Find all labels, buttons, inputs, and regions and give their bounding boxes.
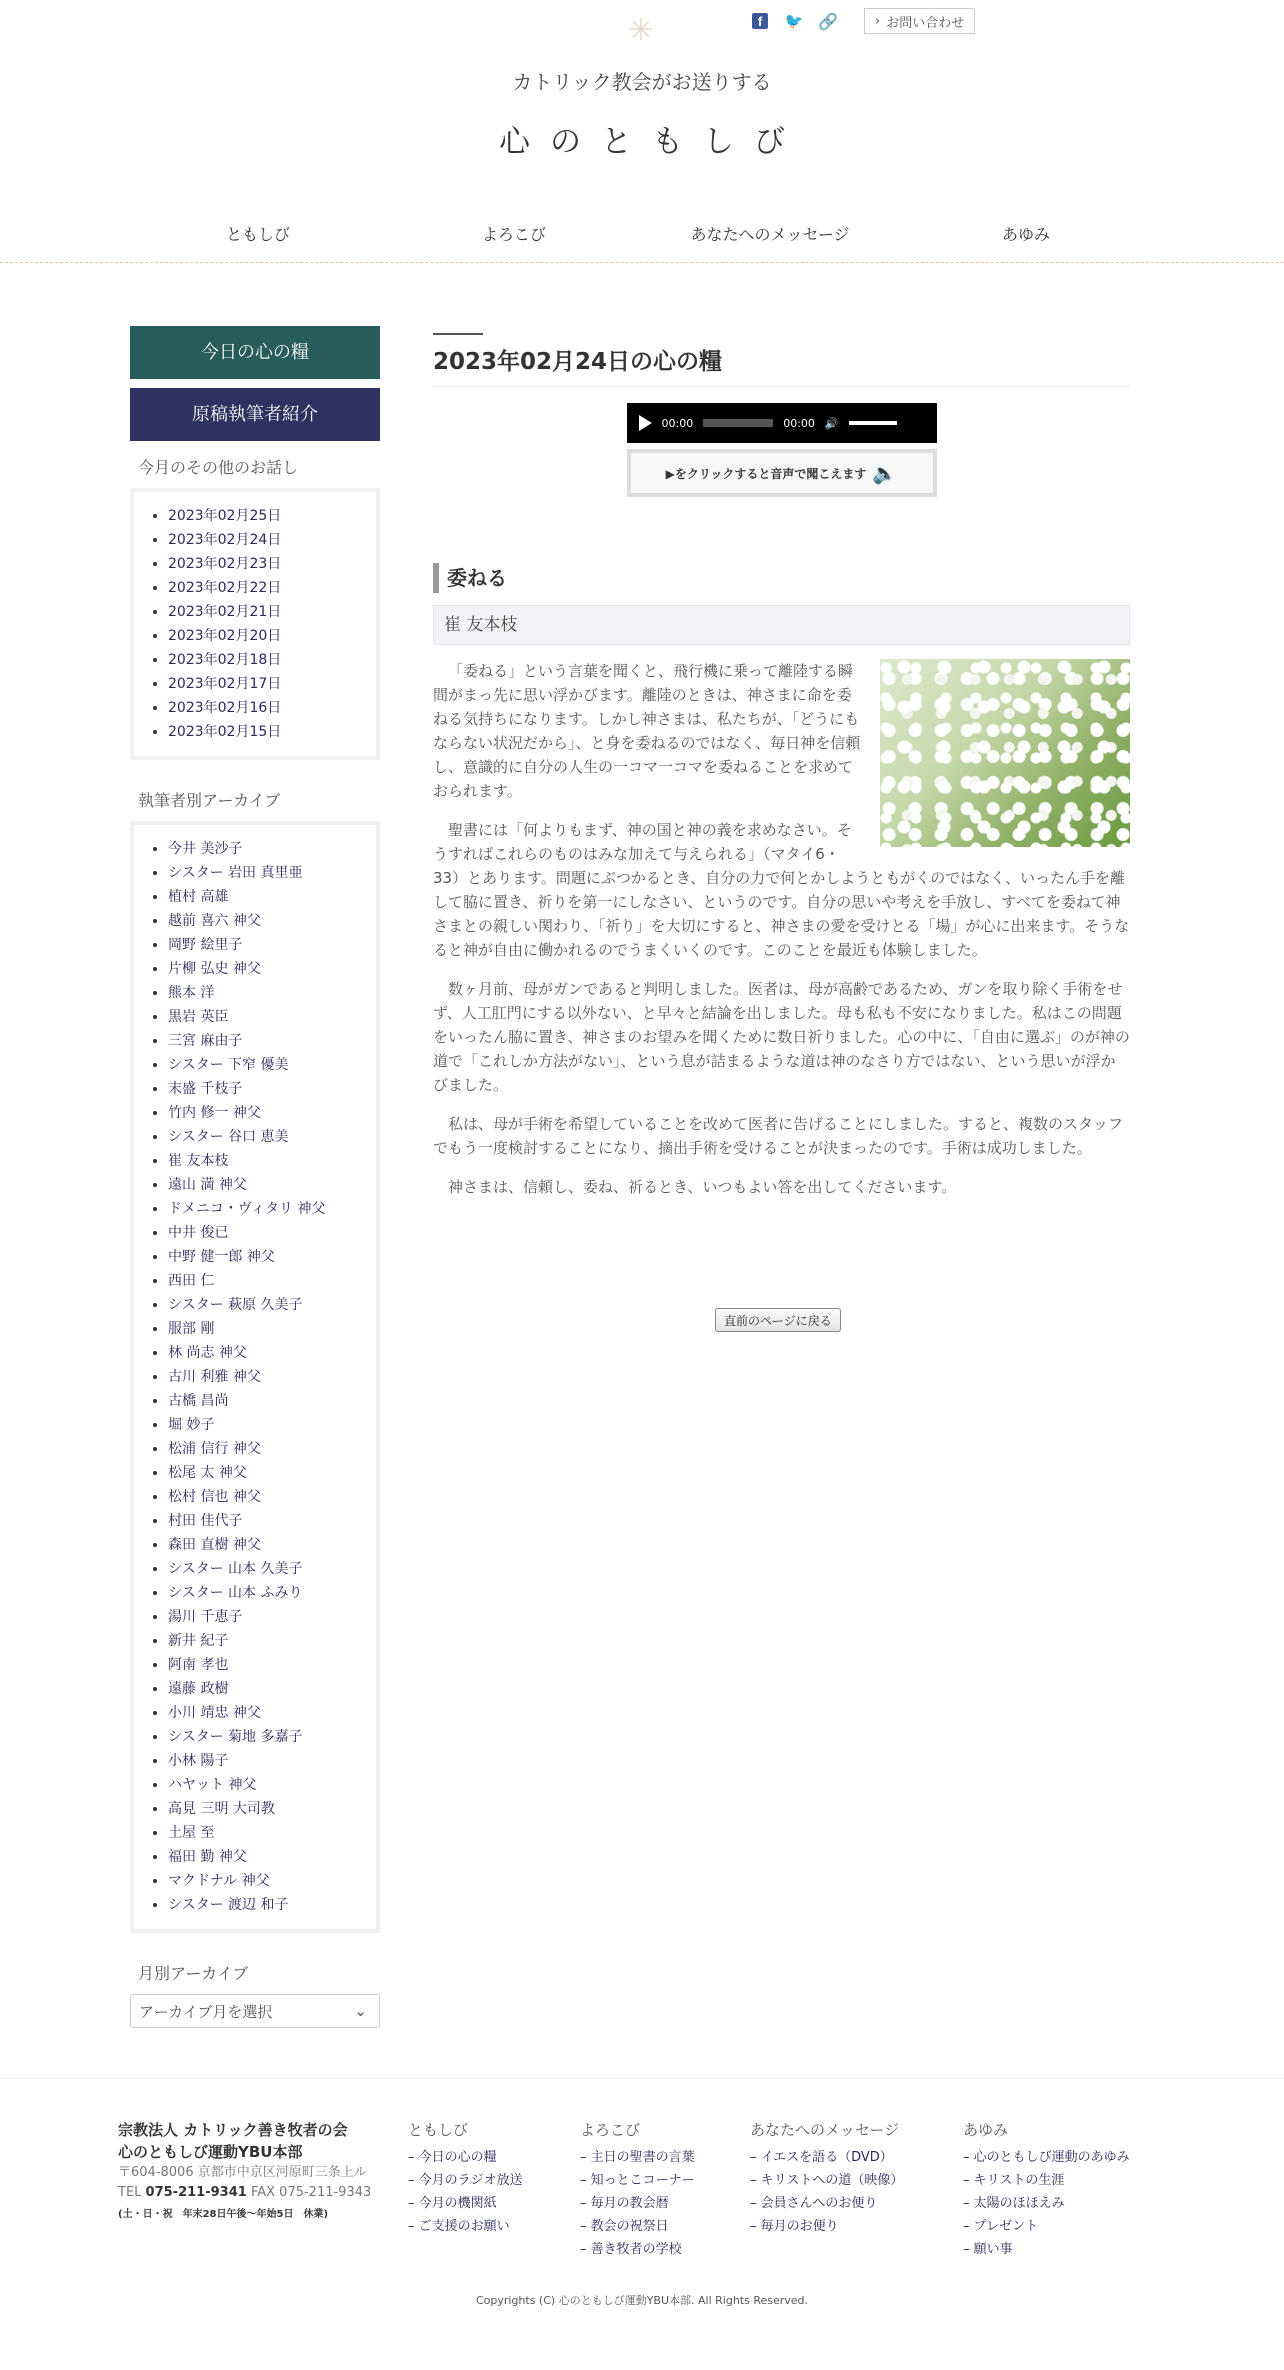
dash-icon: –: [408, 2196, 419, 2211]
dash-icon: –: [580, 2173, 591, 2188]
footer-link-label: 今月の機関紙: [418, 2196, 497, 2211]
list-link[interactable]: 堀 妙子: [168, 1417, 215, 1433]
org-phone: [118, 2183, 388, 2203]
list-item: [168, 1437, 366, 1461]
footer-link[interactable]: [963, 2146, 1130, 2169]
volume-icon[interactable]: 🔊: [824, 416, 839, 430]
list-item: [168, 552, 366, 576]
footer-column-heading[interactable]: あなたへのメッセージ: [750, 2121, 900, 2139]
dash-icon: –: [408, 2173, 419, 2188]
footer-link-label: 主日の聖書の言葉: [590, 2150, 695, 2165]
footer-link-label: 願い事: [973, 2242, 1013, 2257]
site-title[interactable]: 心のともしび: [499, 124, 805, 160]
list-item: [168, 885, 366, 909]
list-item: [168, 648, 366, 672]
dash-icon: –: [963, 2196, 974, 2211]
list-item: [168, 1413, 366, 1437]
author-list: [130, 821, 380, 1933]
footer-link[interactable]: [750, 2192, 903, 2215]
list-item: [168, 600, 366, 624]
contact-label: お問い合わせ: [886, 15, 965, 31]
footer-link[interactable]: [408, 2169, 523, 2192]
author-name: 崔 友本枝: [433, 605, 1130, 645]
footer-column: [580, 2119, 695, 2261]
volume-slider[interactable]: [849, 421, 897, 425]
list-item: [168, 1749, 366, 1773]
list-item: [168, 933, 366, 957]
archive-heading: 月別アーカイブ: [138, 1964, 249, 1983]
footer-link-label: 善き牧者の学校: [590, 2242, 682, 2257]
authors-button[interactable]: 原稿執筆者紹介: [130, 388, 380, 441]
dash-icon: –: [750, 2150, 761, 2165]
dash-icon: –: [750, 2196, 761, 2211]
speaker-icon: 🔈: [872, 461, 898, 485]
footer-link[interactable]: [408, 2215, 523, 2238]
list-item: [168, 1125, 366, 1149]
list-item: [168, 1029, 366, 1053]
nav-item-ayumi[interactable]: あゆみ: [1001, 225, 1050, 244]
list-item: [168, 1797, 366, 1821]
list-item: [168, 1053, 366, 1077]
list-link[interactable]: 阿南 孝也: [168, 1657, 229, 1673]
list-item: [168, 861, 366, 885]
list-link[interactable]: 三宮 麻由子: [168, 1033, 243, 1049]
list-link[interactable]: シスター 岩田 真里亜: [168, 865, 303, 881]
nav-divider: [0, 262, 1284, 263]
month-list: [130, 488, 380, 760]
nav-item-message[interactable]: あなたへのメッセージ: [690, 225, 850, 244]
list-link[interactable]: 服部 剛: [168, 1321, 215, 1337]
author-heading: 執筆者別アーカイブ: [138, 791, 281, 810]
footer-link[interactable]: [750, 2146, 903, 2169]
list-item: [168, 1197, 366, 1221]
list-link[interactable]: 西田 仁: [168, 1273, 215, 1289]
contact-button[interactable]: [864, 8, 975, 34]
global-nav: [130, 222, 1154, 245]
list-link[interactable]: 2023年02月22日: [168, 580, 282, 596]
section-title: 委ねる: [433, 563, 1130, 593]
archive-select[interactable]: [130, 1994, 380, 2028]
footer-link[interactable]: [580, 2146, 695, 2169]
dash-icon: –: [408, 2150, 419, 2165]
audio-hint: [627, 449, 937, 497]
list-item: [168, 1509, 366, 1533]
footer-column: [750, 2119, 903, 2238]
footer-link-label: 毎月のお便り: [760, 2219, 839, 2234]
footer-link-label: 太陽のほほえみ: [973, 2196, 1065, 2211]
list-link[interactable]: 遠山 満 神父: [168, 1177, 247, 1193]
list-link[interactable]: シスター 下窄 優美: [168, 1057, 289, 1073]
dash-icon: –: [963, 2242, 974, 2257]
site-subtitle: カトリック教会がお送りする: [512, 70, 772, 94]
list-item: [168, 624, 366, 648]
list-link[interactable]: 遠藤 政樹: [168, 1681, 229, 1697]
list-link[interactable]: 松尾 太 神父: [168, 1465, 247, 1481]
footer-link[interactable]: [580, 2215, 695, 2238]
dash-icon: –: [963, 2150, 974, 2165]
list-item: [168, 837, 366, 861]
list-link[interactable]: シスター 谷口 恵美: [168, 1129, 289, 1145]
list-item: [168, 1773, 366, 1797]
list-link[interactable]: 福田 勤 神父: [168, 1849, 247, 1865]
list-item: [168, 1173, 366, 1197]
list-link[interactable]: 森田 直樹 神父: [168, 1537, 261, 1553]
list-link[interactable]: 今井 美沙子: [168, 841, 243, 857]
dash-icon: –: [580, 2150, 591, 2165]
nav-item-yorokobi[interactable]: よろこび: [481, 225, 546, 244]
archive-select-value: アーカイブ月を選択: [139, 2002, 273, 2021]
copyright: Copyrights (C) 心のともしび運動YBU本部. All Rights Reserved.: [475, 2294, 809, 2307]
list-link[interactable]: 竹内 修一 神父: [168, 1105, 261, 1121]
list-link[interactable]: 中野 健一郎 神父: [168, 1249, 275, 1265]
dash-icon: –: [580, 2242, 591, 2257]
list-link[interactable]: 2023年02月24日: [168, 532, 282, 548]
business-hours: (土・日・祝 年末28日午後〜年始5日 休業): [118, 2209, 329, 2220]
list-link[interactable]: 2023年02月23日: [168, 556, 282, 572]
list-link[interactable]: 岡野 絵里子: [168, 937, 243, 953]
footer-link[interactable]: [408, 2146, 523, 2169]
list-item: [168, 1677, 366, 1701]
twitter-icon[interactable]: 🐦: [784, 12, 804, 30]
org-info: [118, 2119, 388, 2220]
list-link[interactable]: 2023年02月21日: [168, 604, 282, 620]
list-item: [168, 1845, 366, 1869]
footer-link-label: 今日の心の糧: [418, 2150, 497, 2165]
footer-link[interactable]: [408, 2192, 523, 2215]
footer-link-label: キリストへの道（映像）: [760, 2173, 904, 2188]
footer-link[interactable]: [750, 2169, 903, 2192]
footer-link-label: ご支援のお願い: [418, 2219, 510, 2234]
chevron-right-icon: ›: [875, 13, 881, 29]
list-item: [168, 1821, 366, 1845]
today-button[interactable]: 今日の心の糧: [130, 326, 380, 379]
list-link[interactable]: 崔 友本枝: [168, 1153, 229, 1169]
audio-hint-text: ▶をクリックすると音声で聞こえます: [665, 466, 867, 481]
list-link[interactable]: 植村 高雄: [168, 889, 229, 905]
footer-link-label: 知っとこコーナー: [590, 2173, 695, 2188]
list-link[interactable]: 2023年02月17日: [168, 676, 282, 692]
list-link[interactable]: 新井 紀子: [168, 1633, 229, 1649]
play-icon[interactable]: [639, 415, 652, 431]
footer: [0, 2078, 1284, 2370]
list-link[interactable]: 松浦 信行 神父: [168, 1441, 261, 1457]
list-item: [168, 1389, 366, 1413]
footer-link[interactable]: [963, 2215, 1130, 2238]
org-name: 宗教法人 カトリック善き牧者の会: [118, 2121, 348, 2139]
list-item: [168, 1269, 366, 1293]
footer-link-label: キリストの生涯: [973, 2173, 1065, 2188]
list-link[interactable]: 村田 佳代子: [168, 1513, 243, 1529]
list-item: [168, 1485, 366, 1509]
list-link[interactable]: ハヤット 神父: [168, 1777, 257, 1793]
list-link[interactable]: ドメニコ・ヴィタリ 神父: [168, 1201, 326, 1217]
facebook-icon[interactable]: f: [752, 13, 768, 29]
list-link[interactable]: 2023年02月18日: [168, 652, 282, 668]
list-item: [168, 1317, 366, 1341]
list-item: [168, 1533, 366, 1557]
list-link[interactable]: 2023年02月25日: [168, 508, 282, 524]
list-link[interactable]: 末盛 千枝子: [168, 1081, 243, 1097]
footer-column-heading[interactable]: ともしび: [408, 2121, 469, 2139]
list-item: [168, 1221, 366, 1245]
list-item: [168, 1869, 366, 1893]
social-links: [752, 8, 975, 34]
footer-link-label: 毎月の教会暦: [590, 2196, 669, 2211]
dash-icon: –: [963, 2219, 974, 2234]
footer-link-label: 教会の祝祭日: [590, 2219, 669, 2234]
list-link[interactable]: 古橋 昌尚: [168, 1393, 229, 1409]
list-item: [168, 1293, 366, 1317]
dash-icon: –: [580, 2196, 591, 2211]
paragraph: 数ヶ月前、母がガンであると判明しました。医者は、母が高齢であるため、ガンを取り除く手術をせず、人工肛門にする以外ない、と早々と結論を出しました。母も私も不安になりました。私はこの問題をいったん脇に置き、神さまのお望みを聞くために数日祈りました。心の中に、「自由に選ぶ」のが神の道で「これしか方法がない」、という息が詰まるような道は神のなさり方ではない、という思いが浮かびました。: [433, 980, 1130, 1094]
footer-link-label: プレゼント: [973, 2219, 1039, 2234]
list-item: [168, 1365, 366, 1389]
list-item: [168, 1893, 366, 1917]
list-link[interactable]: 中井 俊已: [168, 1225, 229, 1241]
footer-column: [408, 2119, 523, 2238]
paragraph: 神さまは、信頼し、委ね、祈るとき、いつもよい答を出してくださいます。: [448, 1178, 957, 1196]
tel-label: TEL: [118, 2185, 142, 2200]
list-item: [168, 1341, 366, 1365]
tel-number[interactable]: 075-211-9341: [145, 2185, 247, 2200]
list-item: [168, 576, 366, 600]
list-item: [168, 1557, 366, 1581]
main-content: [433, 333, 1130, 1214]
dash-icon: –: [750, 2173, 761, 2188]
list-link[interactable]: 2023年02月20日: [168, 628, 282, 644]
list-item: [168, 981, 366, 1005]
article-body: [433, 659, 1130, 1199]
org-subname: 心のともしび運動YBU本部: [118, 2143, 303, 2161]
list-link[interactable]: 片柳 弘史 神父: [168, 961, 261, 977]
list-item: [168, 1101, 366, 1125]
list-item: [168, 1245, 366, 1269]
list-link[interactable]: 小川 靖忠 神父: [168, 1705, 261, 1721]
list-item: [168, 1653, 366, 1677]
current-time: 00:00: [661, 416, 694, 430]
footer-link[interactable]: [963, 2192, 1130, 2215]
sidebar: [130, 326, 380, 2028]
footer-link-label: 今月のラジオ放送: [418, 2173, 523, 2188]
list-link[interactable]: 黒岩 英臣: [168, 1009, 229, 1025]
list-item: [168, 1149, 366, 1173]
footer-link-label: 会員さんへのお便り: [760, 2196, 878, 2211]
list-item: [168, 528, 366, 552]
paragraph: 聖書には「何よりもまず、神の国と神の義を求めなさい。そうすればこれらのものはみな加えて与えられる」（マタイ6・33）とあります。問題にぶつかるとき、自分の力で何とかしようともがくのではなく、いったん手を離して脇に置き、祈りを第一にしなさい、というのです。自分の思いや考えを手放し、すべてを委ねて神さまとの親しい関わり、「祈り」を大切にすると、神さまの愛を受けとる「場」が心に出来ます。そうなると神が自由に働かれるのでうまくいくのです。このことを最近も体験しました。: [433, 821, 1130, 959]
footer-column-heading[interactable]: あゆみ: [963, 2121, 1009, 2139]
org-address: 〒604-8006 京都市中京区河原町三条上ル: [118, 2165, 367, 2180]
list-link[interactable]: 小林 陽子: [168, 1753, 229, 1769]
footer-link-label: 心のともしび運動のあゆみ: [973, 2150, 1130, 2165]
link-icon[interactable]: 🔗: [818, 11, 838, 31]
list-link[interactable]: 2023年02月16日: [168, 700, 282, 716]
footer-link[interactable]: [580, 2169, 695, 2192]
dash-icon: –: [750, 2219, 761, 2234]
dash-icon: –: [963, 2173, 974, 2188]
list-link[interactable]: 土屋 至: [168, 1825, 215, 1841]
month-heading: 今月のその他のお話し: [138, 458, 299, 477]
back-button[interactable]: 直前のページに戻る: [715, 1308, 841, 1332]
list-item: [168, 1701, 366, 1725]
list-item: [168, 1725, 366, 1749]
dash-icon: –: [580, 2219, 591, 2234]
list-link[interactable]: シスター 山本 ふみり: [168, 1585, 303, 1601]
dash-icon: –: [408, 2219, 419, 2234]
list-link[interactable]: シスター 萩原 久美子: [168, 1297, 303, 1313]
duration: 00:00: [783, 416, 815, 430]
list-item: [168, 504, 366, 528]
list-item: [168, 957, 366, 981]
list-item: [168, 672, 366, 696]
paragraph: 「委ねる」という言葉を聞くと、飛行機に乗って離陸する瞬間がまっ先に思い浮かびます。離陸のときは、神さまに命を委ねる気持ちになります。しかし神さまは、私たちが、「どうにもならない状況だから」、と身を委ねるのではなく、毎日神を信頼し、意識的に自分の人生の一コマ一コマを委ねることを求めておられます。: [433, 662, 861, 800]
list-link[interactable]: 湯川 千恵子: [168, 1609, 243, 1625]
list-link[interactable]: シスター 山本 久美子: [168, 1561, 303, 1577]
footer-link[interactable]: [580, 2238, 695, 2261]
nav-item-tomoshibi[interactable]: ともしび: [225, 225, 290, 244]
fax-number: 075-211-9343: [279, 2185, 372, 2200]
flower-photo: [880, 659, 1130, 847]
list-item: [168, 1461, 366, 1485]
chevron-down-icon: ⌄: [354, 2002, 367, 2020]
list-link[interactable]: 越前 喜六 神父: [168, 913, 261, 929]
list-link[interactable]: シスター 菊地 多嘉子: [168, 1729, 303, 1745]
list-item: [168, 1605, 366, 1629]
footer-link[interactable]: [580, 2192, 695, 2215]
paragraph: 私は、母が手術を希望していることを改めて医者に告げることにしました。すると、複数のスタッフでもう一度検討することになり、摘出手術を受けることが決まったのです。手術は成功しました。: [433, 1115, 1124, 1157]
list-link[interactable]: 林 尚志 神父: [168, 1345, 247, 1361]
list-link[interactable]: マクドナル 神父: [168, 1873, 270, 1889]
title-rule: [433, 333, 483, 335]
footer-column-heading[interactable]: よろこび: [580, 2121, 641, 2139]
list-item: [168, 1005, 366, 1029]
audio-player: [627, 403, 937, 443]
list-link[interactable]: 古川 利雅 神父: [168, 1369, 261, 1385]
list-link[interactable]: 高見 三明 大司教: [168, 1801, 275, 1817]
list-item: [168, 720, 366, 744]
post-title: 2023年02月24日の心の糧: [433, 343, 1130, 387]
list-link[interactable]: シスター 渡辺 和子: [168, 1897, 289, 1913]
list-item: [168, 909, 366, 933]
seek-bar[interactable]: [703, 419, 773, 427]
list-link[interactable]: 2023年02月15日: [168, 724, 282, 740]
list-link[interactable]: 松村 信也 神父: [168, 1489, 261, 1505]
list-item: [168, 1077, 366, 1101]
footer-link[interactable]: [963, 2238, 1130, 2261]
list-item: [168, 1629, 366, 1653]
list-item: [168, 696, 366, 720]
footer-link-label: イエスを語る（DVD）: [760, 2150, 893, 2165]
footer-column: [963, 2119, 1130, 2261]
logo-star-icon: ✳: [628, 13, 654, 48]
fax-label: FAX: [250, 2185, 276, 2200]
footer-link[interactable]: [963, 2169, 1130, 2192]
list-item: [168, 1581, 366, 1605]
list-link[interactable]: 熊本 洋: [168, 985, 215, 1001]
footer-link[interactable]: [750, 2215, 903, 2238]
